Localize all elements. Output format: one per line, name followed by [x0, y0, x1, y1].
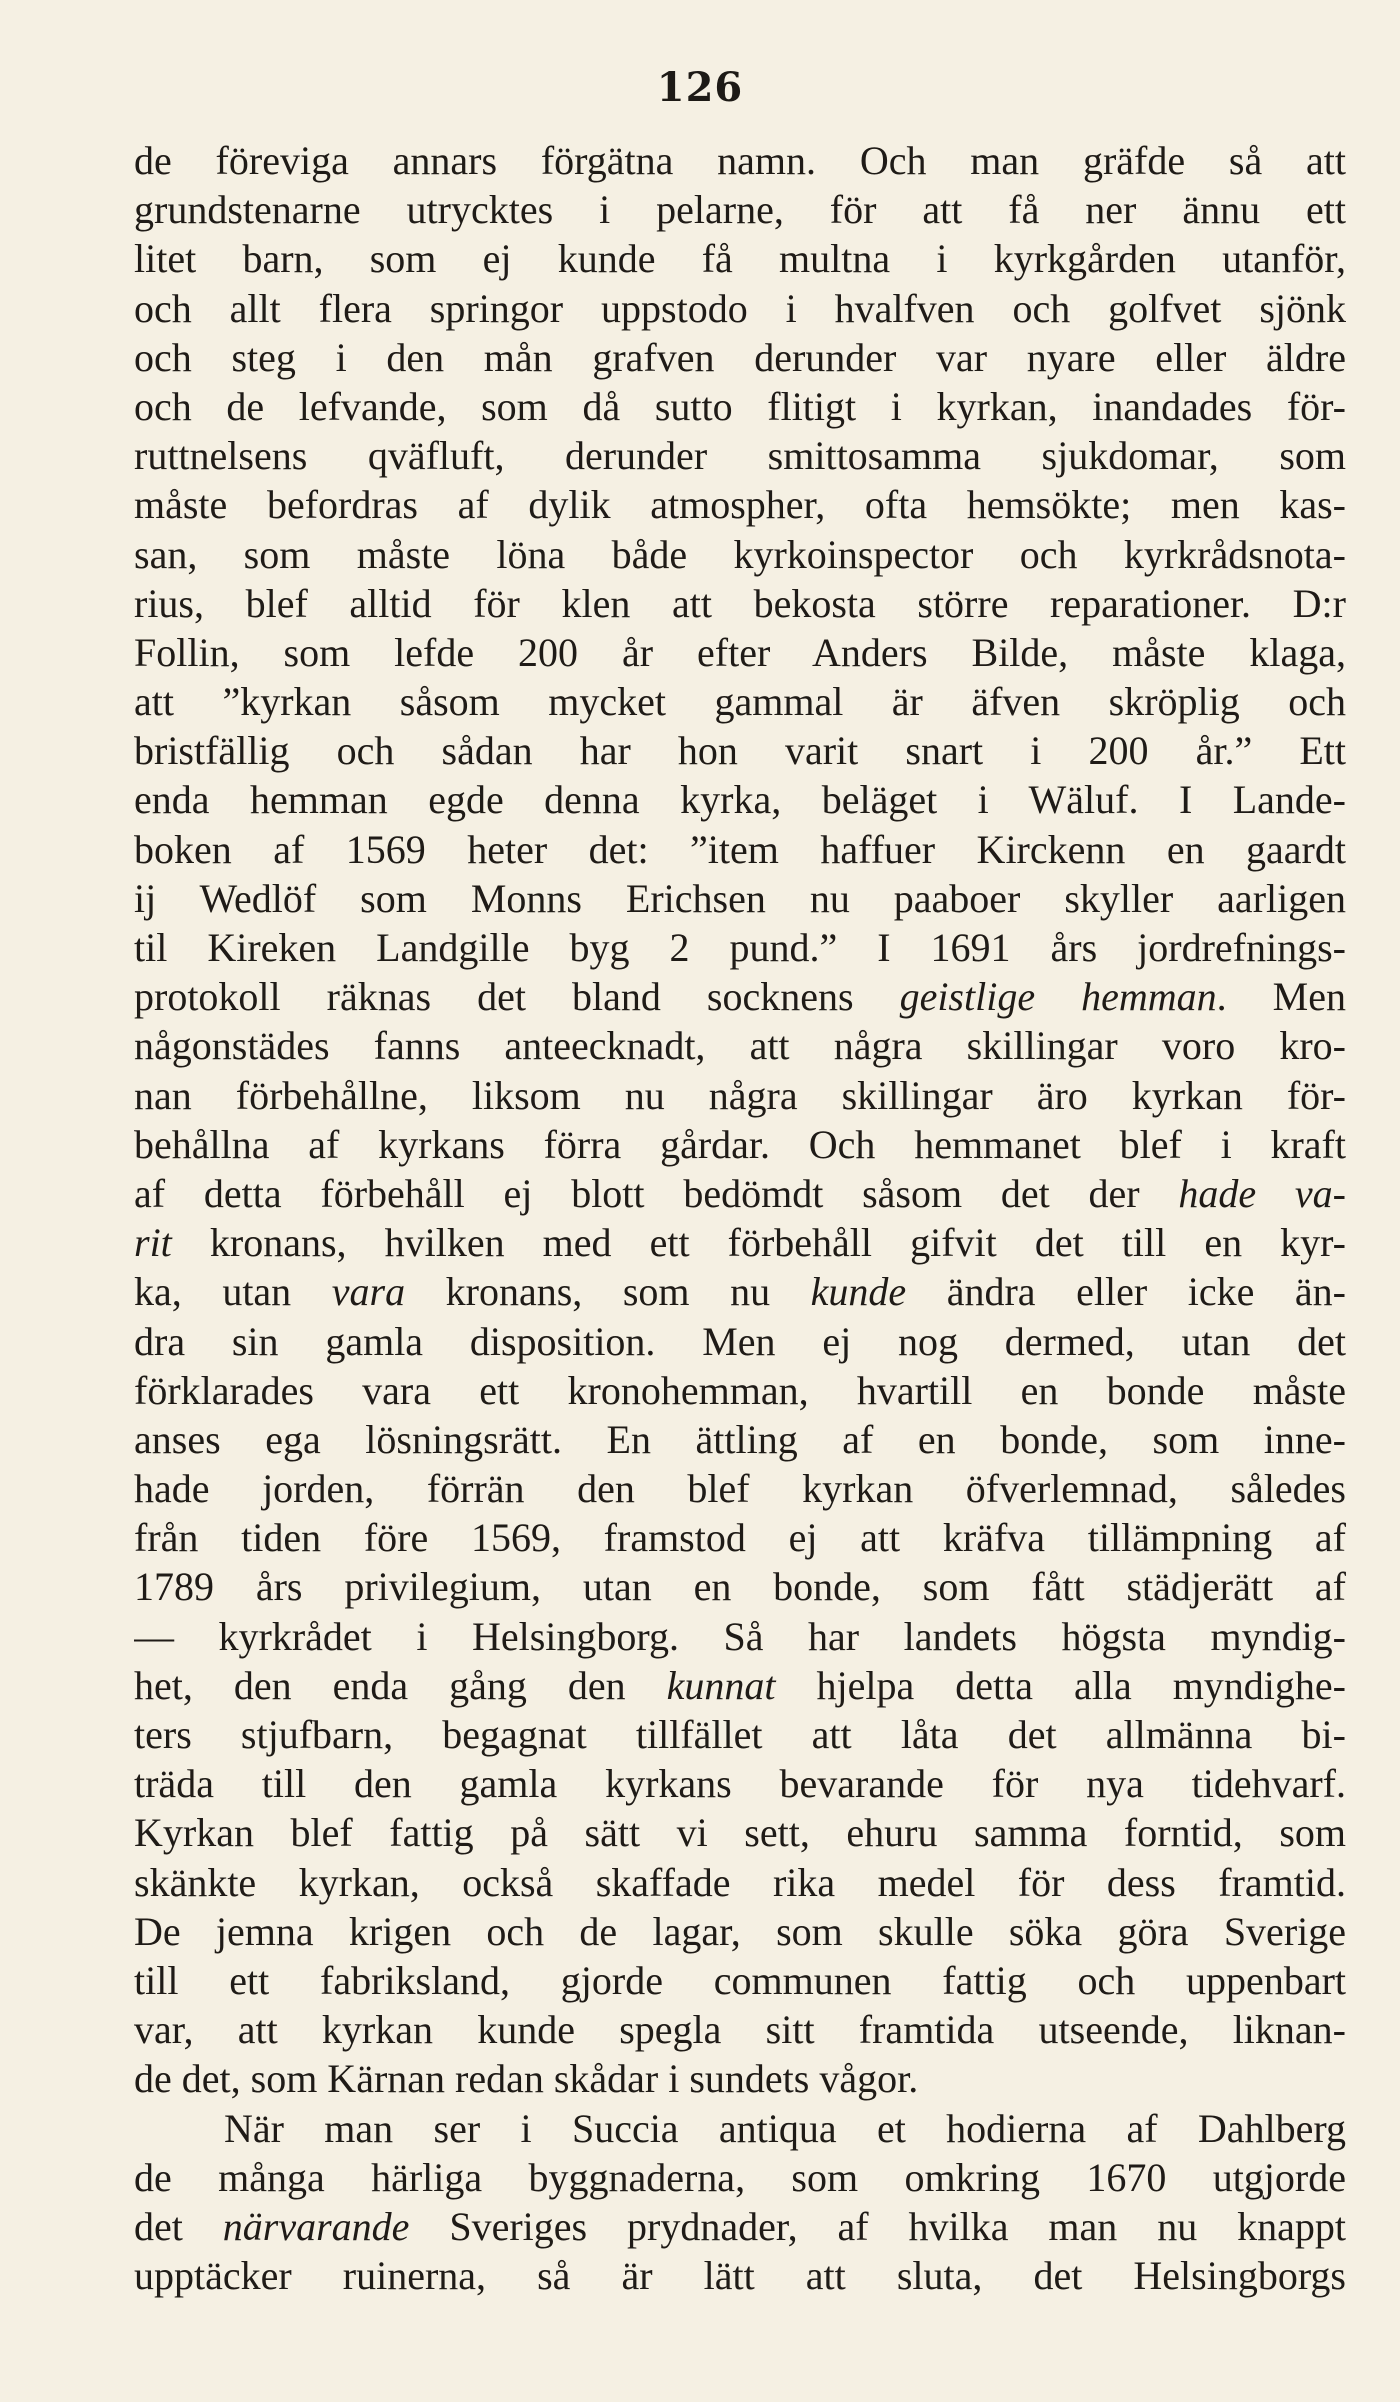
- line-text: 1789 års privilegium, utan en bonde, som fått städjerätt af: [134, 1564, 1346, 1610]
- text-line: [134, 2054, 1346, 2103]
- text-line: [134, 2202, 1346, 2251]
- line-text: Follin, som lefde 200 år efter Anders Bilde, måste klaga,: [134, 629, 1346, 675]
- text-line: [134, 530, 1346, 579]
- text-line: [134, 1366, 1346, 1415]
- italic-phrase: geistlige hemman: [899, 974, 1217, 1020]
- text-line: [134, 284, 1346, 333]
- text-line: [134, 234, 1346, 283]
- text-line: [134, 185, 1346, 234]
- line-text: och steg i den mån grafven derunder var nyare eller äldre: [134, 334, 1346, 380]
- line-text: . Men: [1216, 974, 1346, 1020]
- italic-phrase: vara: [331, 1269, 406, 1315]
- line-text: ka, utan: [134, 1269, 332, 1315]
- text-line: [134, 1218, 1346, 1267]
- line-text: dra sin gamla disposition. Men ej nog dermed, utan det: [134, 1318, 1346, 1364]
- line-text: det: [134, 2203, 223, 2249]
- text-line: [134, 1612, 1346, 1661]
- text-line: [134, 2104, 1346, 2153]
- text-line: [134, 726, 1346, 775]
- text-line: [134, 1169, 1346, 1218]
- text-line: [134, 1021, 1346, 1070]
- line-text: rius, blef alltid för klen att bekosta större reparationer. D:r: [134, 580, 1346, 626]
- line-text: måste befordras af dylik atmospher, ofta hemsökte; men kas-: [134, 482, 1346, 528]
- line-text: hjelpa detta alla myndighe-: [775, 1662, 1346, 1708]
- line-text: förklarades vara ett kronohemman, hvartill en bonde måste: [134, 1367, 1346, 1413]
- line-text: och de lefvande, som då sutto flitigt i kyrkan, inandades för-: [134, 383, 1346, 429]
- text-line: [134, 1317, 1346, 1366]
- text-line: [134, 1071, 1346, 1120]
- text-line: [134, 579, 1346, 628]
- text-line: [134, 1956, 1346, 2005]
- line-text: af detta förbehåll ej blott bedömdt såsom det der: [134, 1170, 1179, 1216]
- text-line: [134, 2251, 1346, 2300]
- text-line: [134, 1267, 1346, 1316]
- text-line: [134, 1858, 1346, 1907]
- text-line: [134, 1464, 1346, 1513]
- text-line: [134, 1759, 1346, 1808]
- line-text: någonstädes fanns anteecknadt, att några skillingar voro kro-: [134, 1023, 1346, 1069]
- text-line: [134, 382, 1346, 431]
- line-text: ändra eller icke än-: [906, 1269, 1346, 1315]
- line-text: protokoll räknas det bland socknens: [134, 974, 900, 1020]
- text-line: [134, 333, 1346, 382]
- text-line: [134, 1120, 1346, 1169]
- line-text: till ett fabriksland, gjorde communen fattig och uppenbart: [134, 1957, 1346, 2003]
- text-line: [134, 775, 1346, 824]
- text-line: [134, 1661, 1346, 1710]
- line-text: kronans, som nu: [405, 1269, 811, 1315]
- line-text: de många härliga byggnaderna, som omkring 1670 utgjorde: [134, 2154, 1346, 2200]
- line-text: hade jorden, förrän den blef kyrkan öfverlemnad, således: [134, 1466, 1346, 1512]
- line-text: Sveriges prydnader, af hvilka man nu knappt: [409, 2203, 1346, 2249]
- line-text: boken af 1569 heter det: ”item haffuer Kirckenn en gaardt: [134, 826, 1346, 872]
- text-line: [134, 628, 1346, 677]
- italic-phrase: kunde: [810, 1269, 907, 1315]
- line-text: litet barn, som ej kunde få multna i kyrkgården utanför,: [134, 236, 1346, 282]
- line-text: var, att kyrkan kunde spegla sitt framtida utseende, liknan-: [134, 2007, 1346, 2053]
- line-text: skänkte kyrkan, också skaffade rika medel för dess framtid.: [134, 1859, 1346, 1905]
- text-line: [134, 136, 1346, 185]
- line-text: kronans, hvilken med ett förbehåll gifvit det till en kyr-: [171, 1220, 1346, 1266]
- line-text: bristfällig och sådan har hon varit snart i 200 år.” Ett: [134, 728, 1346, 774]
- text-line: [134, 1808, 1346, 1857]
- line-text: til Kireken Landgille byg 2 pund.” I 1691 års jordrefnings-: [134, 925, 1346, 970]
- line-text: de föreviga annars förgätna namn. Och man gräfde så att: [134, 138, 1346, 183]
- line-text: grundstenarne utrycktes i pelarne, för att få ner ännu ett: [134, 187, 1346, 233]
- line-text: att ”kyrkan såsom mycket gammal är äfven skröplig och: [134, 679, 1346, 725]
- line-text: san, som måste löna både kyrkoinspector och kyrkrådsnota-: [134, 531, 1346, 577]
- line-text: anses ega lösningsrätt. En ättling af en bonde, som inne-: [134, 1416, 1346, 1462]
- italic-phrase: rit: [134, 1220, 172, 1266]
- text-line: [134, 431, 1346, 480]
- italic-phrase: hade va-: [1178, 1170, 1346, 1216]
- line-text: Kyrkan blef fattig på sätt vi sett, ehuru samma forntid, som: [134, 1810, 1346, 1856]
- text-line: [134, 1513, 1346, 1562]
- text-line: [134, 923, 1346, 972]
- line-text: upptäcker ruinerna, så är lätt att sluta, det Helsingborgs: [134, 2253, 1346, 2299]
- page-number: 126: [656, 64, 744, 111]
- text-line: [134, 2153, 1346, 2202]
- line-text: från tiden före 1569, framstod ej att kräfva tillämpning af: [134, 1515, 1346, 1561]
- text-line: [134, 874, 1346, 923]
- line-text: de det, som Kärnan redan skådar i sundets vågor.: [134, 2056, 919, 2102]
- line-text: ij Wedlöf som Monns Erichsen nu paaboer skyller aarligen: [134, 875, 1346, 921]
- text-line: [134, 972, 1346, 1021]
- line-text: het, den enda gång den: [134, 1662, 667, 1708]
- text-line: [134, 480, 1346, 529]
- text-line: [134, 1907, 1346, 1956]
- line-text: ters stjufbarn, begagnat tillfället att låta det allmänna bi-: [134, 1712, 1346, 1757]
- text-line: [134, 677, 1346, 726]
- line-text: och allt flera springor uppstodo i hvalfven och golfvet sjönk: [134, 285, 1346, 331]
- italic-phrase: kunnat: [666, 1662, 776, 1708]
- line-text: ruttnelsens qväfluft, derunder smittosamma sjukdomar, som: [134, 433, 1346, 479]
- text-line: [134, 1710, 1346, 1759]
- body-text: [134, 136, 1346, 2300]
- text-line: [134, 1562, 1346, 1611]
- line-text: behållna af kyrkans förra gårdar. Och hemmanet blef i kraft: [134, 1121, 1346, 1167]
- italic-phrase: närvarande: [222, 2203, 410, 2249]
- line-text: — kyrkrådet i Helsingborg. Så har landets högsta myndig-: [134, 1613, 1346, 1659]
- line-text: När man ser i Succia antiqua et hodierna af Dahlberg: [224, 2105, 1346, 2151]
- text-line: [134, 2005, 1346, 2054]
- text-line: [134, 825, 1346, 874]
- line-text: De jemna krigen och de lagar, som skulle söka göra Sverige: [134, 1908, 1346, 1954]
- text-line: [134, 1415, 1346, 1464]
- line-text: nan förbehållne, liksom nu några skillingar äro kyrkan för-: [134, 1072, 1346, 1118]
- line-text: träda till den gamla kyrkans bevarande för nya tidehvarf.: [134, 1761, 1346, 1807]
- line-text: enda hemman egde denna kyrka, beläget i Wäluf. I Lande-: [134, 777, 1346, 823]
